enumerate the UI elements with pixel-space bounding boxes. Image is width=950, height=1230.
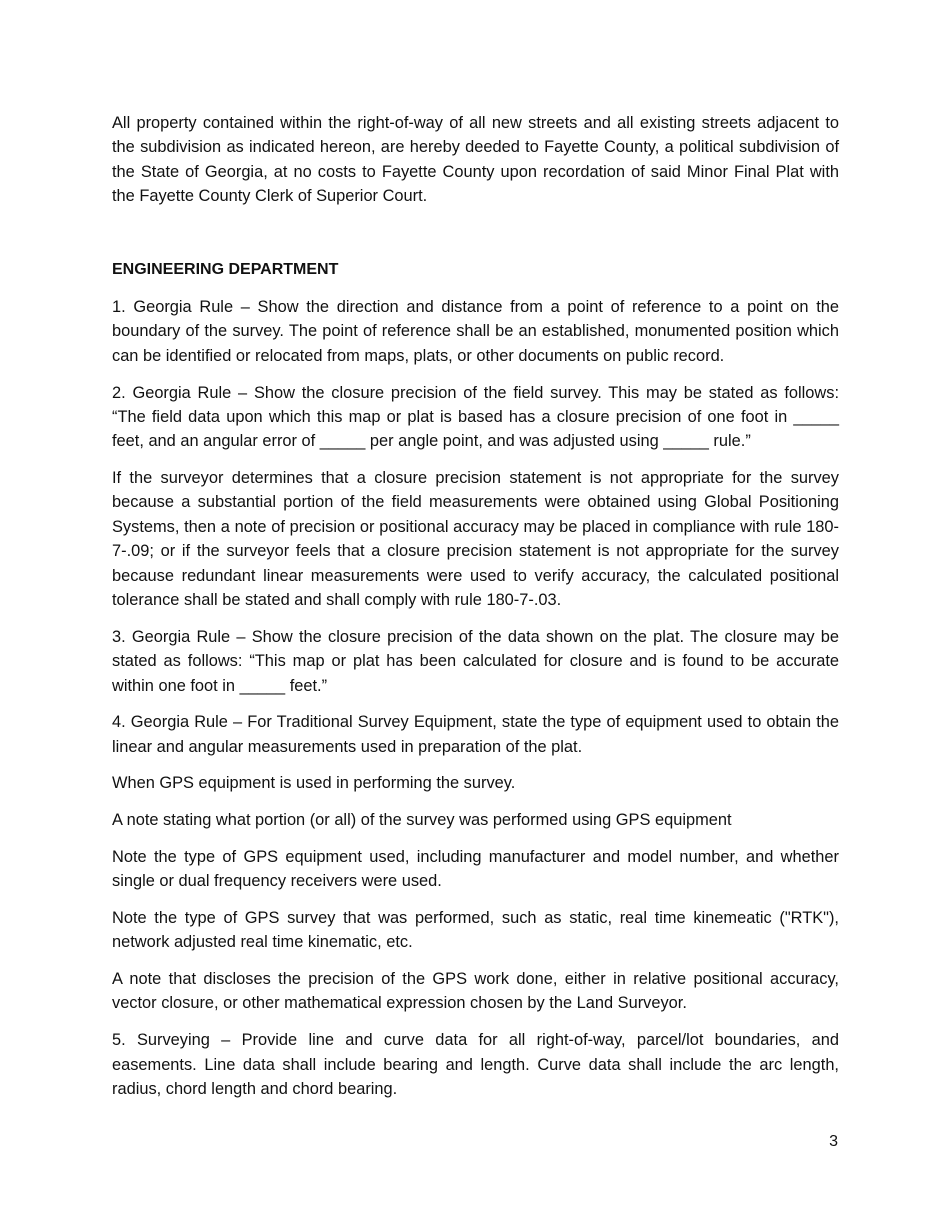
paragraph-gps-survey-type: Note the type of GPS survey that was performed, such as static, real time kinemeatic ("RTK"), network adjusted real time kinematic, etc.	[112, 908, 839, 952]
page-number: 3	[829, 1133, 838, 1150]
paragraph-gps-precision-note: A note that discloses the precision of the GPS work done, either in relative positional accuracy, vector closure, or other mathematical expression chosen by the Land Surveyor.	[112, 970, 839, 1013]
paragraph-gps-equipment: Note the type of GPS equipment used, including manufacturer and model number, and whether single or dual frequency receivers were used.	[112, 847, 839, 891]
intro-paragraph: All property contained within the right-of-way of all new streets and all existing streets adjacent to the subdivision as indicated hereon, are hereby deeded to Fayette County, a political subdivision of the State of Georgia, at no costs to Fayette County upon recordation of said Minor Final Plat with the Fayette County Clerk of Superior Court.	[112, 114, 839, 206]
paragraph-rule-1: 1. Georgia Rule – Show the direction and distance from a point of reference to a point on the boundary of the survey. The point of reference shall be an established, monumented position which can be identified or relocated from maps, plats, or other documents on public record.	[112, 298, 839, 365]
paragraph-rule-4: 4. Georgia Rule – For Traditional Survey Equipment, state the type of equipment used to obtain the linear and angular measurements used in preparation of the plat.	[112, 713, 839, 756]
paragraph-surveying: 5. Surveying – Provide line and curve data for all right-of-way, parcel/lot boundaries, and easements. Line data shall include bearing and length. Curve data shall include the arc length, radius, chord length and chord bearing.	[112, 1031, 839, 1098]
paragraph-gps-precision: If the surveyor determines that a closure precision statement is not appropriate for the survey because a substantial portion of the field measurements were obtained using Global Positioning Systems, then a note of precision or positional accuracy may be placed in compliance with rule 180-7-.09; or if the surveyor feels that a closure precision statement is not appropriate for the survey because redundant linear measurements were used to verify accuracy, the calculated positional tolerance shall be stated and shall comply with rule 180-7-.03.	[112, 469, 839, 610]
paragraph-gps-used: When GPS equipment is used in performing the survey.	[112, 774, 516, 793]
paragraph-gps-portion: A note stating what portion (or all) of the survey was performed using GPS equipment	[112, 811, 732, 830]
paragraph-rule-3: 3. Georgia Rule – Show the closure precision of the data shown on the plat. The closure may be stated as follows: “This map or plat has been calculated for closure and is found to be accurate within one foot in _____ feet.”	[112, 627, 839, 695]
paragraph-rule-2: 2. Georgia Rule – Show the closure precision of the field survey. This may be stated as follows: “The field data upon which this map or plat is based has a closure precision of one foot in _____ feet, and an angular error of _____ per angle point, and was adjusted using _____ rule.”	[112, 383, 839, 451]
document-page	[112, 111, 839, 1114]
section-heading: ENGINEERING DEPARTMENT	[112, 260, 339, 278]
